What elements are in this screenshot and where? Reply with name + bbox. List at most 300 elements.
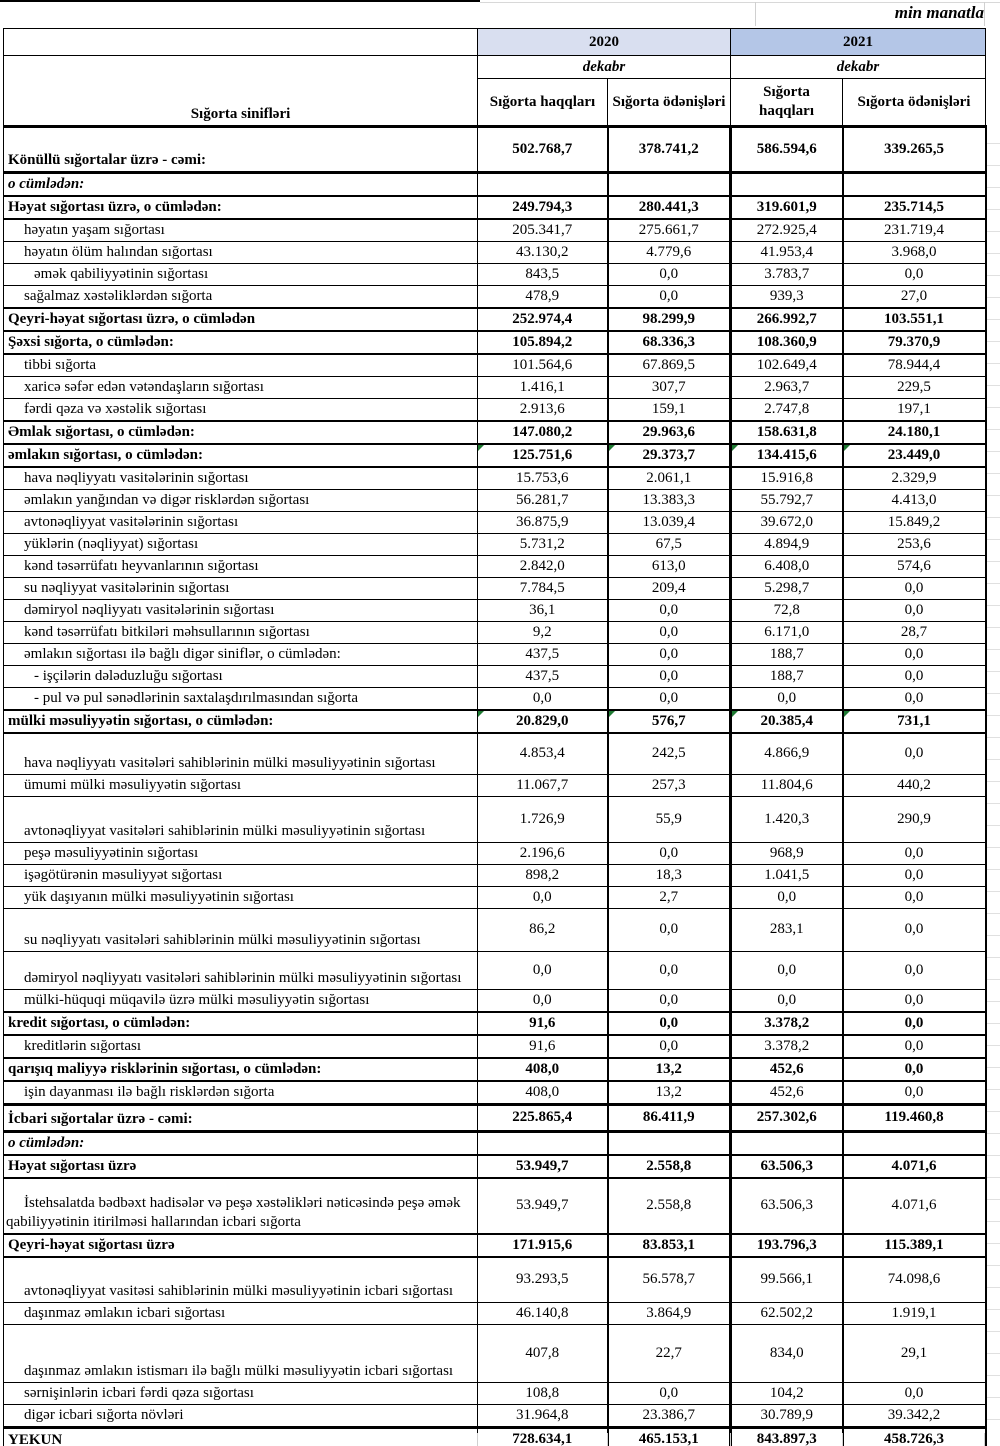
cell-value-text: 0,0 — [659, 991, 679, 1008]
row-label: əmlakın sığortası, o cümlədən: — [4, 444, 478, 467]
table-row — [4, 1383, 986, 1405]
table-row — [4, 1303, 986, 1325]
cell-value-text: 0,0 — [532, 961, 552, 978]
table-row — [4, 490, 986, 512]
value-cell — [843, 989, 986, 1012]
value-cell — [731, 989, 843, 1012]
cell-value-text: 147.080,2 — [512, 424, 573, 440]
value-cell — [731, 1081, 843, 1105]
value-cell — [608, 666, 731, 688]
value-cell — [731, 1325, 843, 1383]
value-cell — [843, 1104, 986, 1131]
cell-value-text: 188,7 — [769, 646, 804, 662]
table-row — [4, 733, 986, 774]
cell-value-text: 2.196,6 — [519, 844, 565, 861]
value-cell — [478, 1131, 608, 1155]
table-row — [4, 886, 986, 908]
value-cell — [731, 308, 843, 331]
cell-value-text: 0,0 — [659, 844, 679, 861]
value-cell — [731, 622, 843, 644]
value-cell — [731, 512, 843, 534]
value-cell — [731, 242, 843, 264]
cell-value-text: 0,0 — [904, 1014, 924, 1031]
measure-header-premiums-2020: Sığorta haqqları — [478, 79, 608, 127]
cell-value-text: 408,0 — [525, 1060, 560, 1077]
cell-value-text: 378.741,2 — [638, 141, 699, 157]
table-row — [4, 467, 986, 490]
cell-value-text: 55.792,7 — [760, 492, 813, 508]
cell-value-text: 0,0 — [659, 1385, 679, 1401]
cell-value-text: 103.551,1 — [884, 311, 944, 327]
value-cell — [731, 796, 843, 842]
table-row — [4, 286, 986, 309]
cell-value-text: 257.302,6 — [756, 1109, 817, 1125]
value-cell — [478, 421, 608, 444]
cell-value-text: 27,0 — [900, 288, 928, 304]
value-cell — [608, 864, 731, 886]
cell-value-text: 41.953,4 — [760, 244, 813, 260]
value-cell — [731, 1131, 843, 1155]
cell-value-text: 440,2 — [897, 776, 931, 793]
cell-value-text: 1.420,3 — [764, 810, 810, 827]
table-row — [4, 1012, 986, 1035]
value-cell — [731, 1303, 843, 1325]
row-label: kredit sığortası, o cümlədən: — [4, 1012, 478, 1035]
table-row — [4, 264, 986, 286]
value-cell — [843, 622, 986, 644]
cell-value-text: 0,0 — [904, 602, 924, 618]
gridline — [607, 1433, 608, 1446]
row-label: qarışıq maliyyə risklərinin sığortası, o cümlədən: — [4, 1058, 478, 1081]
cell-value-text: 408,0 — [525, 1083, 560, 1100]
value-cell — [731, 1155, 843, 1178]
cell-value-text: 6.171,0 — [764, 624, 810, 640]
comment-flag-icon — [609, 711, 615, 717]
cell-value-text: 0,0 — [659, 961, 679, 978]
cell-value-text: 283,1 — [769, 921, 804, 937]
cell-value-text: 197,1 — [897, 401, 931, 417]
value-cell — [608, 264, 731, 286]
value-cell — [608, 534, 731, 556]
cell-value-text: 5.298,7 — [764, 580, 810, 596]
cell-value-text: 39.672,0 — [760, 514, 813, 530]
value-cell — [843, 534, 986, 556]
table-row — [4, 1081, 986, 1105]
year-header-2021: 2021 — [731, 29, 986, 56]
value-cell — [608, 1131, 731, 1155]
value-cell — [843, 127, 986, 173]
row-label: İstehsalatda bədbəxt hadisələr və peşə xəstəlikləri nəticəsində peşə əmək qabiliyyətinin itirilməsi hallarından icbari sığorta — [4, 1178, 478, 1234]
cell-value-text: 5.731,2 — [519, 536, 565, 552]
cell-value-text: 272.925,4 — [756, 222, 817, 238]
table-row — [4, 688, 986, 711]
value-cell — [843, 219, 986, 242]
table-row — [4, 331, 986, 354]
cell-value-text: 79.370,9 — [887, 334, 941, 350]
cell-value-text: 2.963,7 — [764, 379, 810, 395]
value-cell — [731, 1035, 843, 1058]
value-cell — [843, 196, 986, 219]
value-cell — [731, 908, 843, 951]
value-cell — [608, 242, 731, 264]
value-cell — [731, 842, 843, 864]
cell-value-text: 939,3 — [769, 288, 804, 304]
row-label: kreditlərin sığortası — [4, 1035, 478, 1058]
table-row — [4, 796, 986, 842]
value-cell — [608, 796, 731, 842]
cell-value-text: 4.413,0 — [891, 492, 937, 508]
value-cell — [608, 308, 731, 331]
cell-value-text: 731,1 — [897, 713, 931, 729]
value-cell — [731, 331, 843, 354]
cell-value-text: 134.415,6 — [756, 447, 817, 463]
cell-value-text: 2.329,9 — [891, 470, 937, 486]
value-cell — [478, 1178, 608, 1234]
value-cell — [478, 354, 608, 377]
cell-value-text: 36.875,9 — [516, 514, 569, 530]
value-cell — [478, 600, 608, 622]
value-cell — [478, 1234, 608, 1257]
year-header-2020: 2020 — [478, 29, 731, 56]
table-row — [4, 951, 986, 989]
insurance-classes-table — [3, 28, 987, 1446]
cell-value-text: 0,0 — [659, 668, 679, 684]
row-label: əmək qabiliyyətinin sığortası — [4, 264, 478, 286]
table-row — [4, 1257, 986, 1303]
cell-value-text: 502.768,7 — [512, 141, 573, 157]
cell-value-text: 968,9 — [769, 844, 804, 861]
cell-value-text: 339.265,5 — [884, 141, 944, 157]
cell-value-text: 0,0 — [904, 266, 924, 282]
comment-flag-icon — [478, 711, 484, 717]
value-cell — [843, 908, 986, 951]
value-cell — [843, 556, 986, 578]
value-cell — [478, 908, 608, 951]
value-cell — [608, 578, 731, 600]
value-cell — [608, 1303, 731, 1325]
value-cell — [478, 864, 608, 886]
value-cell — [478, 196, 608, 219]
right-margin-gridlines — [987, 122, 1000, 1422]
cell-value-text: 0,0 — [904, 991, 924, 1008]
value-cell — [608, 219, 731, 242]
cell-value-text: 843.897,3 — [756, 1431, 817, 1446]
table-row — [4, 556, 986, 578]
cell-value-text: 0,0 — [904, 888, 924, 905]
table-row — [4, 600, 986, 622]
cell-value-text: 3.864,9 — [646, 1305, 692, 1321]
cell-value-text: 452,6 — [769, 1060, 804, 1077]
value-cell — [478, 331, 608, 354]
cell-value-text: 209,4 — [651, 580, 686, 596]
cell-value-text: 4.071,6 — [891, 1157, 937, 1174]
cell-value-text: 1.416,1 — [519, 379, 565, 395]
value-cell — [608, 173, 731, 197]
cell-value-text: 0,0 — [904, 1083, 924, 1100]
row-label: sərnişinlərin icbari fərdi qəza sığortası — [4, 1383, 478, 1405]
value-cell — [731, 1234, 843, 1257]
value-cell — [478, 534, 608, 556]
table-row — [4, 1405, 986, 1428]
table-row — [4, 774, 986, 796]
value-cell — [478, 377, 608, 399]
table-row — [4, 666, 986, 688]
value-cell — [843, 644, 986, 666]
cell-value-text: 225.865,4 — [512, 1109, 573, 1125]
cell-value-text: 0,0 — [532, 690, 552, 706]
table-row — [4, 644, 986, 666]
value-cell — [731, 377, 843, 399]
cell-value-text: 20.829,0 — [516, 713, 569, 729]
value-cell — [731, 556, 843, 578]
cell-value-text: 0,0 — [659, 921, 679, 937]
table-row — [4, 1035, 986, 1058]
table-row — [4, 1058, 986, 1081]
cell-value-text: 275.661,7 — [638, 222, 699, 238]
cell-value-text: 613,0 — [651, 558, 686, 574]
value-cell — [731, 219, 843, 242]
cell-value-text: 0,0 — [659, 266, 679, 282]
table-row — [4, 127, 986, 173]
cell-value-text: 0,0 — [659, 288, 679, 304]
value-cell — [843, 774, 986, 796]
cell-value-text: 11.804,6 — [760, 776, 813, 793]
value-cell — [608, 1234, 731, 1257]
cell-value-text: 98.299,9 — [642, 311, 695, 327]
value-cell — [731, 1012, 843, 1035]
value-cell — [608, 1035, 731, 1058]
value-cell — [608, 1325, 731, 1383]
value-cell — [731, 173, 843, 197]
value-cell — [843, 1131, 986, 1155]
value-cell — [843, 796, 986, 842]
value-cell — [843, 173, 986, 197]
bottom-gridlines — [0, 1433, 1000, 1446]
cell-value-text: 23.449,0 — [887, 447, 941, 463]
cell-value-text: 1.041,5 — [764, 866, 810, 883]
cell-value-text: 252.974,4 — [512, 311, 573, 327]
value-cell — [608, 622, 731, 644]
value-cell — [731, 264, 843, 286]
cell-value-text: 4.779,6 — [646, 244, 692, 260]
cell-value-text: 407,8 — [525, 1345, 560, 1361]
table-row — [4, 989, 986, 1012]
value-cell — [843, 1405, 986, 1428]
cell-value-text: 74.098,6 — [887, 1271, 941, 1288]
value-cell — [843, 842, 986, 864]
value-cell — [608, 908, 731, 951]
cell-value-text: 67.869,5 — [642, 357, 695, 373]
row-label: su nəqliyyat vasitələrinin sığortası — [4, 578, 478, 600]
value-cell — [608, 1058, 731, 1081]
value-cell — [843, 421, 986, 444]
cell-value-text: 576,7 — [651, 713, 686, 729]
comment-flag-icon — [732, 711, 738, 717]
row-label: Həyat sığortası üzrə — [4, 1155, 478, 1178]
value-cell — [608, 1081, 731, 1105]
cell-value-text: 242,5 — [651, 745, 686, 762]
value-cell — [731, 1058, 843, 1081]
cell-value-text: 6.408,0 — [764, 558, 810, 574]
value-cell — [478, 1081, 608, 1105]
value-cell — [478, 666, 608, 688]
cell-value-text: 68.336,3 — [642, 334, 695, 350]
value-cell — [608, 1155, 731, 1178]
value-cell — [608, 196, 731, 219]
value-cell — [478, 1257, 608, 1303]
cell-value-text: 307,7 — [651, 379, 686, 395]
cell-value-text: 22,7 — [655, 1345, 682, 1361]
cell-value-text: 0,0 — [904, 1060, 924, 1077]
value-cell — [843, 1155, 986, 1178]
cell-value-text: 9,2 — [532, 624, 552, 640]
value-cell — [731, 286, 843, 309]
row-label: daşınmaz əmlakın istismarı ilə bağlı mülki məsuliyyətin icbari sığortası — [4, 1325, 478, 1383]
table-row — [4, 1104, 986, 1131]
value-cell — [843, 600, 986, 622]
table-row — [4, 421, 986, 444]
cell-value-text: 13,2 — [655, 1083, 682, 1100]
value-cell — [608, 842, 731, 864]
cell-value-text: 2.913,6 — [519, 401, 565, 417]
value-cell — [843, 1081, 986, 1105]
row-label: kənd təsərrüfatı heyvanlarının sığortası — [4, 556, 478, 578]
cell-value-text: 3.968,0 — [891, 244, 937, 260]
value-cell — [843, 1257, 986, 1303]
value-cell — [843, 864, 986, 886]
cell-value-text: 93.293,5 — [516, 1271, 569, 1288]
cell-value-text: 86,2 — [529, 921, 556, 937]
value-cell — [731, 1405, 843, 1428]
cell-value-text: 63.506,3 — [760, 1157, 813, 1174]
value-cell — [478, 1325, 608, 1383]
cell-value-text: 319.601,9 — [756, 199, 817, 215]
table-row — [4, 1178, 986, 1234]
cell-value-text: 67,5 — [655, 536, 682, 552]
cell-value-text: 266.992,7 — [756, 311, 817, 327]
value-cell — [843, 354, 986, 377]
cell-value-text: 0,0 — [532, 991, 552, 1008]
row-label: digər icbari sığorta növləri — [4, 1405, 478, 1428]
value-cell — [608, 1178, 731, 1234]
value-cell — [608, 127, 731, 173]
table-row — [4, 444, 986, 467]
value-cell — [608, 951, 731, 989]
table-row — [4, 1325, 986, 1383]
cell-value-text: 0,0 — [777, 690, 797, 706]
row-label: tibbi sığorta — [4, 354, 478, 377]
comment-flag-icon — [478, 445, 484, 451]
row-label: Əmlak sığortası, o cümlədən: — [4, 421, 478, 444]
value-cell — [478, 710, 608, 733]
cell-value-text: 0,0 — [659, 1037, 679, 1054]
row-label: YEKUN — [4, 1428, 478, 1446]
cell-value-text: 465.153,1 — [638, 1431, 699, 1446]
value-cell — [731, 490, 843, 512]
cell-value-text: 13.383,3 — [642, 492, 695, 508]
cell-value-text: 0,0 — [777, 991, 797, 1008]
cell-value-text: 39.342,2 — [887, 1407, 941, 1423]
table-row — [4, 308, 986, 331]
value-cell — [478, 286, 608, 309]
value-cell — [478, 127, 608, 173]
gridline — [984, 2, 985, 26]
cell-value-text: 86.411,9 — [642, 1109, 695, 1125]
value-cell — [843, 331, 986, 354]
value-cell — [478, 989, 608, 1012]
table-row — [4, 1131, 986, 1155]
cell-value-text: 0,0 — [659, 646, 679, 662]
value-cell — [478, 733, 608, 774]
value-cell — [843, 1303, 986, 1325]
cell-value-text: 115.389,1 — [884, 1236, 944, 1253]
row-label: hava nəqliyyatı vasitələri sahiblərinin mülki məsuliyyətinin sığortası — [4, 733, 478, 774]
cell-value-text: 280.441,3 — [638, 199, 699, 215]
row-label: fərdi qəza və xəstəlik sığortası — [4, 399, 478, 422]
value-cell — [843, 1178, 986, 1234]
cell-value-text: 46.140,8 — [516, 1305, 569, 1321]
cell-value-text: 13,2 — [655, 1060, 682, 1077]
value-cell — [478, 622, 608, 644]
value-cell — [608, 467, 731, 490]
value-cell — [843, 242, 986, 264]
table-row — [4, 864, 986, 886]
cell-value-text: 2.558,8 — [646, 1157, 692, 1174]
cell-value-text: 15.753,6 — [516, 470, 569, 486]
cell-value-text: 0,0 — [904, 844, 924, 861]
cell-value-text: 55,9 — [655, 810, 682, 827]
cell-value-text: 0,0 — [532, 888, 552, 905]
cell-value-text: 104,2 — [769, 1385, 804, 1401]
cell-value-text: 2.842,0 — [519, 558, 565, 574]
cell-value-text: 0,0 — [904, 690, 924, 706]
cell-value-text: 0,0 — [777, 961, 797, 978]
cell-value-text: 728.634,1 — [512, 1431, 573, 1446]
cell-value-text: 78.944,4 — [887, 357, 941, 373]
value-cell — [608, 444, 731, 467]
cell-value-text: 458.726,3 — [884, 1431, 944, 1446]
table-row — [4, 219, 986, 242]
value-cell — [478, 688, 608, 711]
cell-value-text: 1.919,1 — [891, 1305, 937, 1321]
row-label: avtonəqliyyat vasitəsi sahiblərinin mülki məsuliyyətinin icbari sığortası — [4, 1257, 478, 1303]
value-cell — [608, 399, 731, 422]
cell-value-text: 91,6 — [529, 1014, 556, 1031]
table-row — [4, 399, 986, 422]
cell-value-text: 188,7 — [769, 668, 804, 684]
value-cell — [731, 951, 843, 989]
value-cell — [731, 1178, 843, 1234]
value-cell — [478, 556, 608, 578]
cell-value-text: 72,8 — [773, 602, 800, 618]
value-cell — [608, 331, 731, 354]
value-cell — [843, 666, 986, 688]
cell-value-text: 53.949,7 — [516, 1157, 569, 1174]
cell-value-text: 20.385,4 — [760, 713, 813, 729]
value-cell — [608, 1257, 731, 1303]
cell-value-text: 56.281,7 — [516, 492, 569, 508]
value-cell — [843, 1383, 986, 1405]
cell-value-text: 3.783,7 — [764, 266, 810, 282]
cell-value-text: 4.853,4 — [519, 745, 565, 762]
row-label: Həyat sığortası üzrə, o cümlədən: — [4, 196, 478, 219]
table-row — [4, 196, 986, 219]
cell-value-text: 4.894,9 — [764, 536, 810, 552]
row-label: - pul və pul sənədlərinin saxtalaşdırılmasından sığorta — [4, 688, 478, 711]
cell-value-text: 36,1 — [529, 602, 556, 618]
table-row — [4, 710, 986, 733]
value-cell — [731, 710, 843, 733]
